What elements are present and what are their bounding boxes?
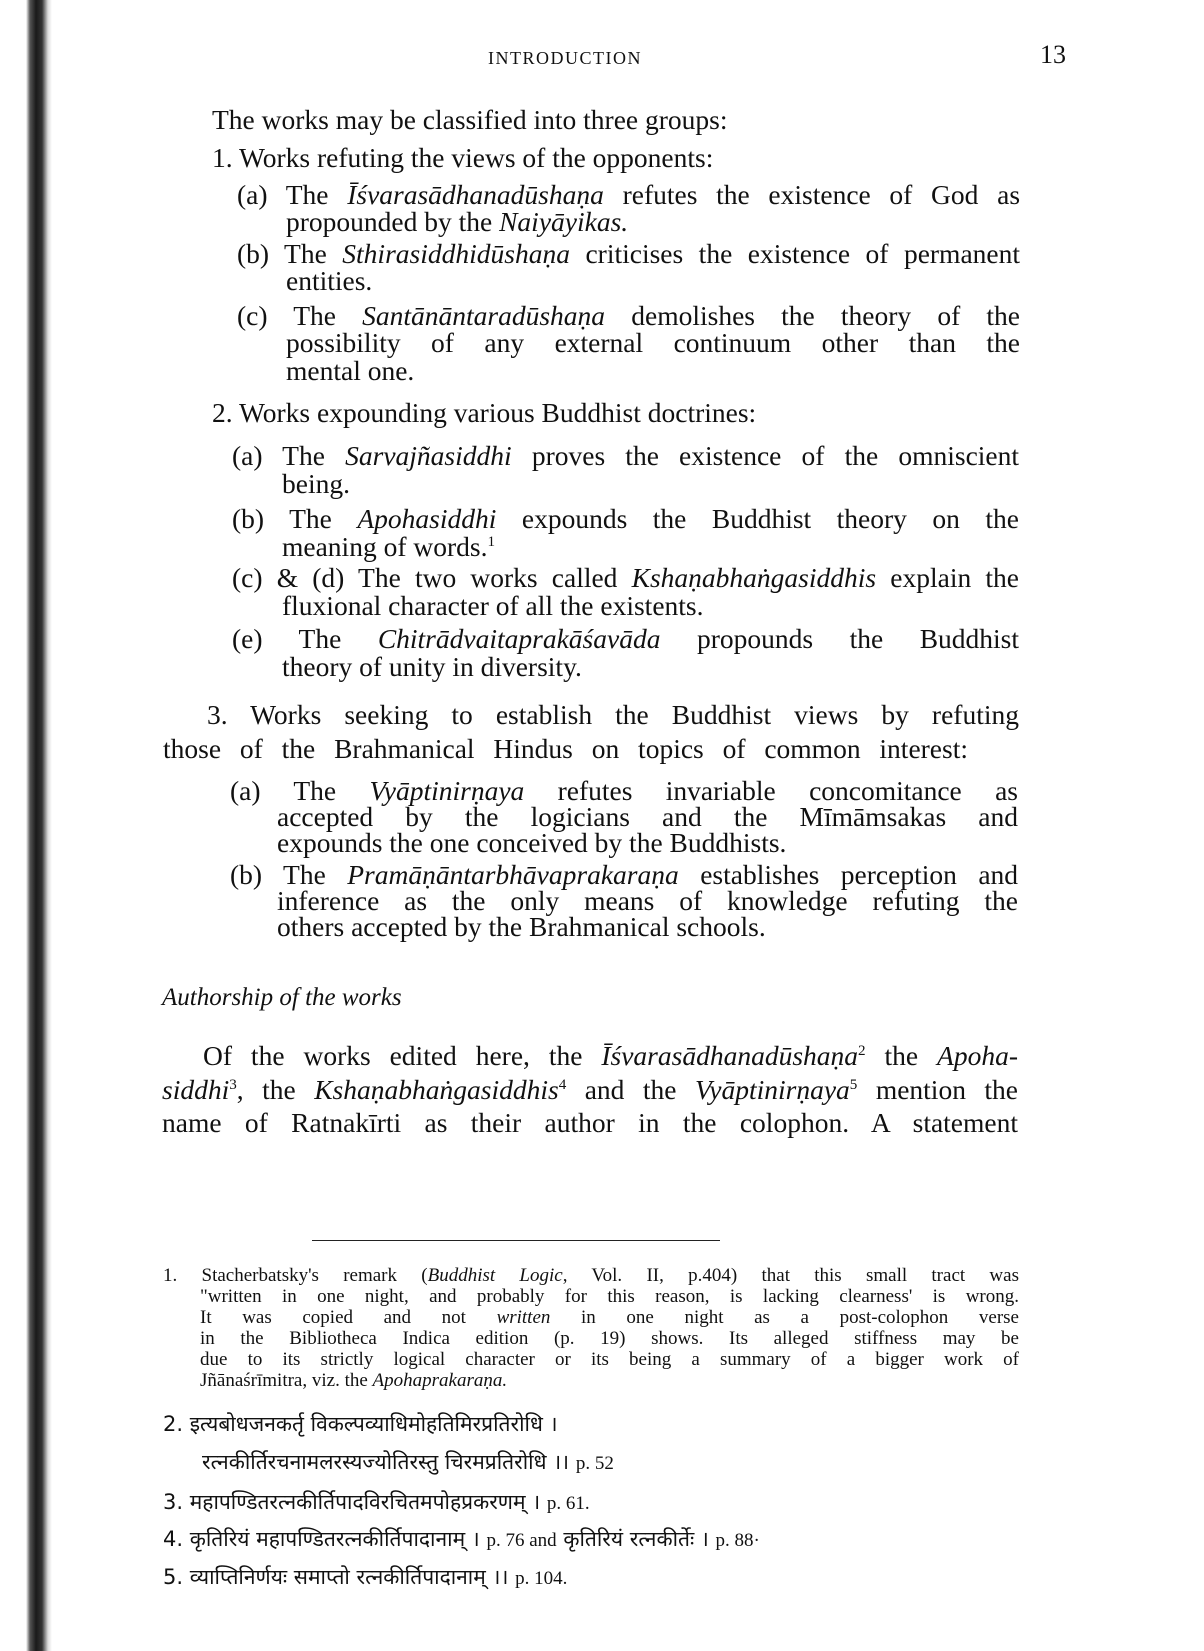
footnote-ref: 2 [858, 1042, 866, 1059]
work-title: Naiyāyikas. [499, 206, 629, 237]
footnote-rule [312, 1240, 720, 1241]
section-heading-authorship: Authorship of the works [162, 984, 402, 1011]
group2-item-a-cont: being. [282, 468, 350, 499]
group1-item-c-cont1: possibility of any external continuum other than the [286, 327, 1020, 358]
footnote-4: 4. कृतिरियं महापण्डितरत्नकीर्तिपादानाम् । p. 76 and कृतिरियं रत्नकीर्तेः । p. 88· [163, 1527, 760, 1551]
footnote-1-line3: It was copied and not written in one night as a post-colophon verse [200, 1307, 1019, 1328]
work-title: Apohasiddhi [357, 503, 497, 534]
footnote-3: 3. महापण्डितरत्नकीर्तिपादविरचितमपोहप्रकरणम् । p. 61. [163, 1490, 590, 1514]
group1-item-c: (c) The Santānāntaradūshaṇa demolishes the theory of the [237, 300, 1021, 331]
work-title: siddhi [162, 1074, 230, 1105]
group3-item-b-cont2: others accepted by the Brahmanical schools. [277, 911, 766, 942]
footnote-5: 5. व्याप्तिनिर्णयः समाप्तो रत्नकीर्तिपादानाम् ।। p. 104. [163, 1565, 568, 1589]
group2-item-e-cont: theory of unity in diversity. [282, 651, 582, 682]
group3-item-b-cont1: inference as the only means of knowledge refuting the [277, 885, 1018, 916]
footnote-ref: 4 [558, 1076, 567, 1093]
authorship-line2: siddhi$^3$, the Kshaṇabhaṅgasiddhis$^4$ and the Vyāptinirṇaya$^5$ mention the [162, 1074, 1018, 1105]
group1-item-b: (b) The Sthirasiddhidūshaṇa criticises the existence of permanent [237, 238, 1020, 269]
group2-item-b: (b) The Apohasiddhi expounds the Buddhist theory on the [232, 503, 1020, 534]
work-title: Īśvarasādhanadūshaṇa [601, 1040, 859, 1071]
work-title: Pramāṇāntarbhāvaprakaraṇa [347, 859, 679, 890]
group1-heading: 1. Works refuting the views of the opponents: [212, 142, 714, 173]
group3-heading-line2: those of the Brahmanical Hindus on topics of common interest: [163, 733, 968, 764]
work-title: Sarvajñasiddhi [345, 440, 512, 471]
group3-item-a-cont2: expounds the one conceived by the Buddhists. [277, 827, 787, 858]
work-title: Kshaṇabhaṅgasiddhis [631, 562, 877, 593]
footnote-1-line1: 1. Stacherbatsky's remark (Buddhist Logic, Vol. II, p.404) that this small tract was [163, 1265, 1019, 1286]
group3-heading-line1: 3. Works seeking to establish the Buddhist views by refuting [207, 699, 1019, 730]
work-title: Chitrādvaitaprakāśavāda [377, 623, 661, 654]
group2-item-b-cont: meaning of words.$^1$ [282, 531, 496, 562]
work-title: Apoha- [937, 1040, 1018, 1071]
footnote-1-line2: "written in one night, and probably for this reason, is lacking clearness' is wrong. [200, 1286, 1019, 1307]
group1-item-a: (a) The Īśvarasādhanadūshaṇa refutes the existence of God as [237, 179, 1021, 210]
group1-item-a-cont: propounded by the Naiyāyikas. [286, 206, 629, 237]
group3-item-a-cont1: accepted by the logicians and the Mīmāmsakas and [277, 801, 1018, 832]
group1-item-b-cont: entities. [286, 265, 373, 296]
group2-heading: 2. Works expounding various Buddhist doctrines: [212, 397, 757, 428]
intro-line: The works may be classified into three groups: [212, 104, 728, 135]
group3-item-b: (b) The Pramāṇāntarbhāvaprakaraṇa establishes perception and [230, 859, 1019, 890]
group3-item-a: (a) The Vyāptinirṇaya refutes invariable concomitance as [230, 775, 1019, 806]
page-number: 13 [1040, 40, 1066, 69]
footnote-1-line4: in the Bibliotheca Indica edition (p. 19) shows. Its alleged stiffness may be [200, 1328, 1019, 1349]
group2-item-e: (e) The Chitrādvaitaprakāśavāda propounds the Buddhist [232, 623, 1020, 654]
authorship-line3: name of Ratnakīrti as their author in the colophon. A statement [162, 1107, 1018, 1138]
footnote-ref: 3 [229, 1076, 237, 1093]
footnote-ref: 5 [849, 1076, 858, 1093]
group2-item-cd-cont: fluxional character of all the existents. [282, 590, 704, 621]
work-title: Vyāptinirṇaya [369, 775, 525, 806]
work-title: Sthirasiddhidūshaṇa [342, 238, 570, 269]
work-title: Kshaṇabhaṅgasiddhis [314, 1074, 559, 1105]
group2-item-cd: (c) & (d) The two works called Kshaṇabhaṅgasiddhis explain the [232, 562, 1020, 593]
group2-item-a: (a) The Sarvajñasiddhi proves the existence of the omniscient [232, 440, 1020, 471]
work-title: Vyāptinirṇaya [694, 1074, 850, 1105]
footnote-1-line5: due to its strictly logical character or its being a summary of a bigger work of [200, 1349, 1019, 1370]
footnote-2-line2: रत्नकीर्तिरचनामलरस्यज्योतिरस्तु चिरमप्रतिरोधि ।। p. 52 [202, 1450, 614, 1474]
running-header: INTRODUCTION [488, 48, 642, 68]
footnote-2-line1: 2. इत्यबोधजनकर्तृ विकल्पव्याधिमोहतिमिरप्रतिरोधि । [163, 1412, 558, 1436]
group1-item-c-cont2: mental one. [286, 355, 415, 386]
footnote-1-line6: Jñānaśrīmitra, viz. the Apohaprakaraṇa. [200, 1370, 508, 1391]
footnote-ref: 1 [487, 533, 496, 550]
work-title: Santānāntaradūshaṇa [362, 300, 606, 331]
work-title: Īśvarasādhanadūshaṇa [347, 179, 604, 210]
authorship-line1: Of the works edited here, the Īśvarasādhanadūshaṇa$^2$ the Apoha- [203, 1040, 1018, 1071]
